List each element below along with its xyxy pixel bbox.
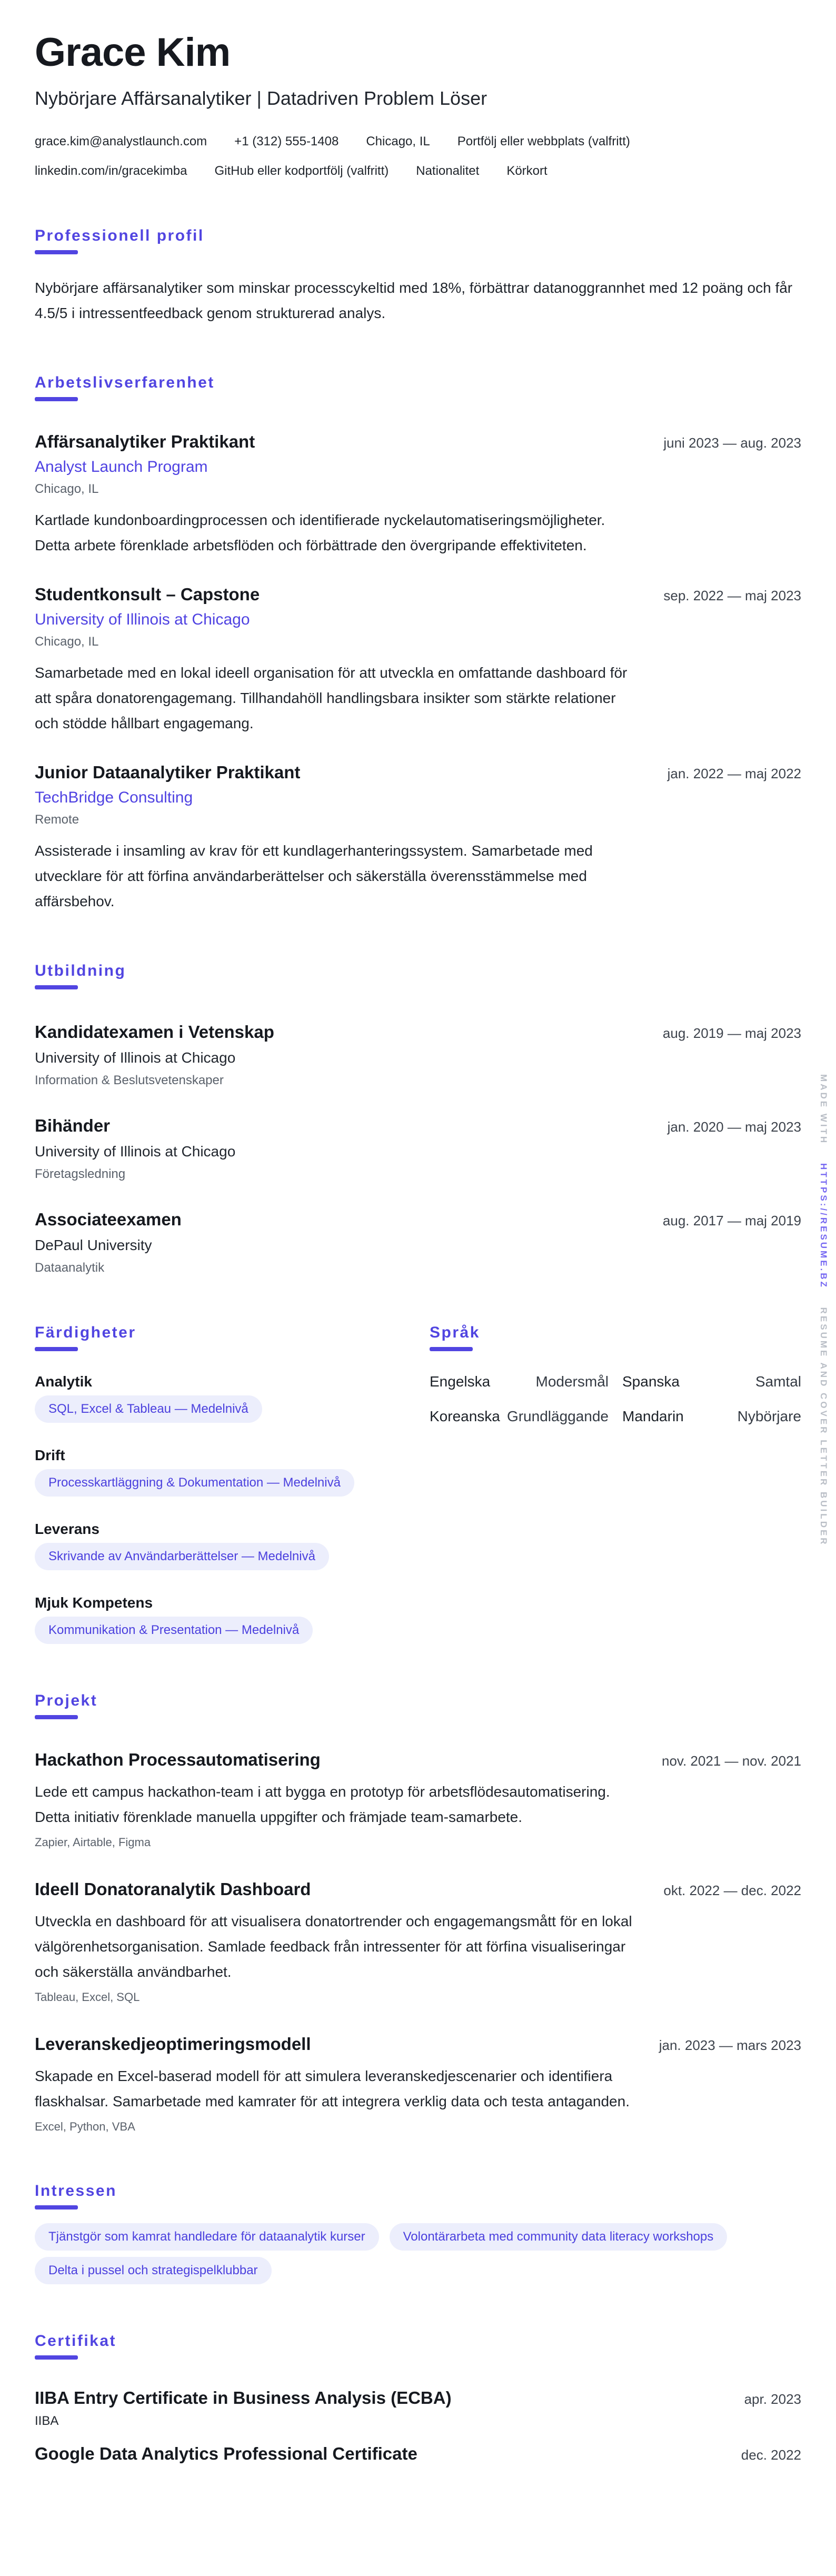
language-name: Koreanska xyxy=(430,1408,500,1424)
languages-column xyxy=(430,1323,801,1644)
profile-heading: Professionell profil xyxy=(35,227,204,244)
language-level: Samtal xyxy=(755,1373,801,1390)
experience-heading: Arbetslivserfarenhet xyxy=(35,374,215,391)
certification-title: IIBA Entry Certificate in Business Analysis (ECBA) xyxy=(35,2388,452,2407)
degree-title: Associateexamen xyxy=(35,1210,182,1229)
job-title: Studentkonsult – Capstone xyxy=(35,584,260,604)
job-dates: jan. 2022 — maj 2022 xyxy=(667,766,801,781)
project-title: Leveranskedjeoptimeringsmodell xyxy=(35,2034,311,2054)
watermark-suffix: RESUME AND COVER LETTER BUILDER xyxy=(819,1307,829,1547)
company-link[interactable]: Analyst Launch Program xyxy=(35,458,208,475)
interest-pill: Delta i pussel och strategispelklubbar xyxy=(35,2257,272,2284)
watermark xyxy=(818,1074,829,1547)
skill-group xyxy=(35,1593,403,1644)
section-experience xyxy=(35,373,801,914)
education-dates: aug. 2017 — maj 2019 xyxy=(662,1213,801,1228)
school-name: University of Illinois at Chicago xyxy=(35,1143,236,1160)
contact-row-1 xyxy=(35,134,801,150)
contact-row-2 xyxy=(35,163,801,179)
resume-header xyxy=(35,29,801,179)
skill-category: Analytik xyxy=(35,1373,92,1390)
certification-title: Google Data Analytics Professional Certificate xyxy=(35,2444,417,2463)
license-placeholder: Körkort xyxy=(506,164,548,178)
project-description: Lede ett campus hackathon-team i att bygga en prototyp för arbetsflödesautomatisering. Detta initiativ förenklade manuella uppgifter och främjade team-samarbete. xyxy=(35,1784,610,1825)
portfolio-placeholder: Portfölj eller webbplats (valfritt) xyxy=(457,134,630,148)
certification-date: apr. 2023 xyxy=(744,2391,801,2407)
degree-title: Bihänder xyxy=(35,1116,111,1135)
section-underline xyxy=(35,1715,78,1719)
language-item xyxy=(622,1372,801,1391)
skill-pill: Kommunikation & Presentation — Medelnivå xyxy=(35,1617,313,1644)
project-entry xyxy=(35,1749,801,1850)
project-title: Hackathon Processautomatisering xyxy=(35,1750,321,1769)
section-projects xyxy=(35,1691,801,2134)
language-name: Spanska xyxy=(622,1373,680,1390)
linkedin-link[interactable]: linkedin.com/in/gracekimba xyxy=(35,164,187,178)
candidate-title: Nybörjare Affärsanalytiker | Datadriven Problem Löser xyxy=(35,87,487,109)
degree-title: Kandidatexamen i Vetenskap xyxy=(35,1022,274,1042)
certification-entry xyxy=(35,2387,801,2429)
project-entry xyxy=(35,2033,801,2134)
section-underline xyxy=(35,1347,78,1351)
experience-entry xyxy=(35,583,801,736)
section-skills-languages xyxy=(35,1323,801,1644)
language-item xyxy=(430,1372,609,1391)
language-level: Nybörjare xyxy=(737,1408,801,1424)
skill-pill: Skrivande av Användarberättelser — Medelnivå xyxy=(35,1543,329,1570)
skills-column xyxy=(35,1323,403,1644)
field-of-study: Information & Beslutsvetenskaper xyxy=(35,1073,224,1087)
skills-heading: Färdigheter xyxy=(35,1324,136,1341)
interest-pill: Tjänstgör som kamrat handledare för dataanalytik kurser xyxy=(35,2223,379,2251)
section-underline xyxy=(35,397,78,401)
skill-group xyxy=(35,1446,403,1497)
skill-category: Drift xyxy=(35,1447,65,1463)
section-interests xyxy=(35,2182,801,2284)
education-heading: Utbildning xyxy=(35,962,126,979)
job-title: Affärsanalytiker Praktikant xyxy=(35,432,255,451)
watermark-link[interactable]: HTTPS://RESUME.BZ xyxy=(819,1163,829,1289)
language-item xyxy=(622,1407,801,1426)
project-description: Skapade en Excel-baserad modell för att simulera leveranskedjescenarier och identifiera flaskhalsar. Samarbetade med kamrater för att integrera verklig data och testa antaganden. xyxy=(35,2068,630,2109)
job-dates: juni 2023 — aug. 2023 xyxy=(663,435,801,451)
project-tools: Excel, Python, VBA xyxy=(35,2120,135,2133)
section-certifications xyxy=(35,2332,801,2466)
education-dates: aug. 2019 — maj 2023 xyxy=(662,1025,801,1041)
project-dates: okt. 2022 — dec. 2022 xyxy=(663,1883,801,1898)
skill-group xyxy=(35,1372,403,1423)
language-item xyxy=(430,1407,609,1426)
language-name: Mandarin xyxy=(622,1408,684,1424)
job-location: Remote xyxy=(35,813,79,827)
education-dates: jan. 2020 — maj 2023 xyxy=(667,1119,801,1135)
certification-entry xyxy=(35,2443,801,2466)
company-link[interactable]: TechBridge Consulting xyxy=(35,789,193,806)
section-profile xyxy=(35,226,801,326)
job-dates: sep. 2022 — maj 2023 xyxy=(663,588,801,603)
skill-category: Mjuk Kompetens xyxy=(35,1594,153,1611)
interest-pill: Volontärarbeta med community data literacy workshops xyxy=(390,2223,728,2251)
languages-heading: Språk xyxy=(430,1324,480,1341)
section-underline xyxy=(35,250,78,254)
candidate-name: Grace Kim xyxy=(35,30,231,75)
interests-heading: Intressen xyxy=(35,2182,117,2199)
certification-date: dec. 2022 xyxy=(741,2447,801,2463)
section-underline xyxy=(35,985,78,989)
projects-heading: Projekt xyxy=(35,1692,98,1709)
experience-entry xyxy=(35,431,801,558)
language-name: Engelska xyxy=(430,1373,491,1390)
project-tools: Tableau, Excel, SQL xyxy=(35,1990,140,2004)
section-underline xyxy=(35,2205,78,2210)
section-education xyxy=(35,962,801,1276)
education-entry xyxy=(35,1208,801,1276)
section-underline xyxy=(35,2355,78,2360)
section-underline xyxy=(430,1347,473,1351)
email-link[interactable]: grace.kim@analystlaunch.com xyxy=(35,134,207,148)
job-title: Junior Dataanalytiker Praktikant xyxy=(35,762,301,782)
project-tools: Zapier, Airtable, Figma xyxy=(35,1836,151,1849)
certifications-heading: Certifikat xyxy=(35,2332,117,2350)
job-description: Samarbetade med en lokal ideell organisation för att utveckla en omfattande dashboard för att spåra donatorengagemang. Tillhandahöll handlingsbara insikter som stärkte relationer och stödde hållbart engagemang. xyxy=(35,665,628,731)
experience-entry xyxy=(35,761,801,914)
school-name: DePaul University xyxy=(35,1237,152,1253)
language-level: Modersmål xyxy=(535,1373,609,1390)
watermark-prefix: MADE WITH xyxy=(819,1074,829,1145)
skill-pill: Processkartläggning & Dokumentation — Medelnivå xyxy=(35,1469,354,1497)
language-level: Grundläggande xyxy=(506,1408,609,1424)
phone-text: +1 (312) 555-1408 xyxy=(234,134,339,148)
project-title: Ideell Donatoranalytik Dashboard xyxy=(35,1879,311,1899)
skill-group xyxy=(35,1520,403,1570)
location-text: Chicago, IL xyxy=(366,134,430,148)
job-location: Chicago, IL xyxy=(35,635,99,649)
school-name: University of Illinois at Chicago xyxy=(35,1049,236,1066)
field-of-study: Företagsledning xyxy=(35,1167,126,1181)
certification-issuer: IIBA xyxy=(35,2414,59,2428)
project-dates: nov. 2021 — nov. 2021 xyxy=(661,1753,801,1769)
job-location: Chicago, IL xyxy=(35,482,99,496)
github-placeholder: GitHub eller kodportfölj (valfritt) xyxy=(214,164,389,178)
skill-pill: SQL, Excel & Tableau — Medelnivå xyxy=(35,1395,262,1423)
job-description: Assisterade i insamling av krav för ett kundlagerhanteringssystem. Samarbetade med utvecklare för att förfina användarberättelser och säkerställa överensstämmelse med affärsbehov. xyxy=(35,843,593,909)
profile-text: Nybörjare affärsanalytiker som minskar processcykeltid med 18%, förbättrar datanoggrannhet med 12 poäng och får 4.5/5 i intressentfeedback genom strukturerad analys. xyxy=(35,280,793,321)
field-of-study: Dataanalytik xyxy=(35,1261,105,1275)
project-dates: jan. 2023 — mars 2023 xyxy=(659,2037,801,2053)
project-description: Utveckla en dashboard för att visualisera donatortrender och engagemangsmått för en lokal välgörenhetsorganisation. Samlade feedback från intressenter för att förfina visualiseringar och säkerställa användbarhet. xyxy=(35,1913,632,1980)
skill-category: Leverans xyxy=(35,1521,99,1537)
education-entry xyxy=(35,1115,801,1182)
job-description: Kartlade kundonboardingprocessen och identifierade nyckelautomatiseringsmöjligheter. Detta arbete förenklade arbetsflöden och förbättrade den övergripande effektiviteten. xyxy=(35,512,605,553)
nationality-placeholder: Nationalitet xyxy=(416,164,480,178)
project-entry xyxy=(35,1878,801,2005)
company-link[interactable]: University of Illinois at Chicago xyxy=(35,611,250,628)
education-entry xyxy=(35,1021,801,1088)
